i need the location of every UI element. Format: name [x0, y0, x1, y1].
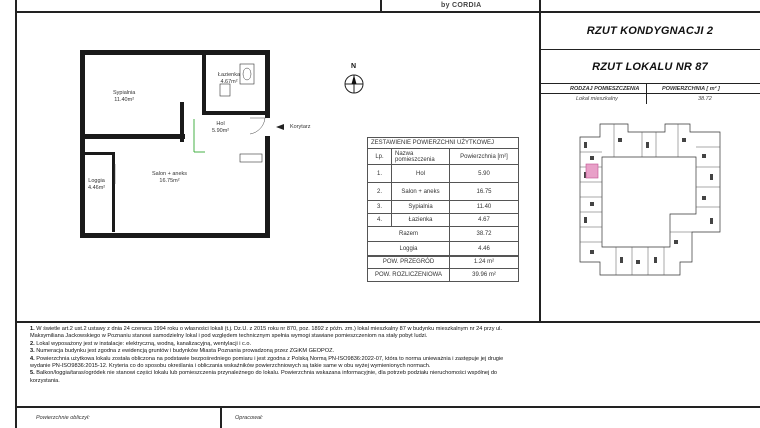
corridor-label: Korytarz — [290, 124, 311, 130]
calc-area-label: POW. ROZLICZENIOWA — [368, 269, 450, 282]
header-row — [540, 94, 760, 104]
header-title — [540, 12, 760, 50]
head-area: Powierzchnia [m²] — [450, 149, 519, 165]
frame-left — [15, 0, 17, 428]
room-label-living — [152, 171, 187, 184]
column-area: POWIERZCHNIA [ m² ] — [662, 86, 720, 92]
summary-row: 4. Łazienka 4.67 — [368, 214, 519, 227]
summary-title-row — [368, 138, 519, 149]
unit-plan-title: RZUT LOKALU NR 87 — [592, 60, 708, 73]
compass-icon — [342, 72, 366, 96]
brand-logo: by CORDIA — [441, 2, 482, 9]
unit-floor-plan — [70, 44, 300, 244]
loggia-label: Loggia — [368, 242, 450, 257]
summary-total-row — [368, 227, 519, 242]
room-area: 4.67m² — [220, 78, 238, 85]
frame-footer-divider — [220, 406, 222, 428]
note-item: 5. Balkon/loggia/taras/ogródek nie stanowi części lokalu lub pomieszczenia przynależnego do lokalu. Powierzchnia wskazana informacyjnie, dla potrzeb podziału nieruchomości wspólnej do korzystania. — [30, 370, 498, 384]
frame-divider-1 — [380, 0, 382, 12]
notes-block — [30, 326, 510, 385]
unit-area-value: 38.72 — [698, 96, 712, 102]
room-area: 5.90m² — [212, 127, 230, 134]
head-name: Nazwa pomieszczenia — [392, 149, 450, 165]
room-name: Salon + aneks — [152, 171, 188, 177]
room-area: 11.40m² — [114, 96, 135, 103]
room-label-hall — [212, 121, 229, 134]
footer-verified-by: Powierzchnie obliczył: — [36, 415, 90, 421]
room-name: Sypialnia — [113, 90, 136, 96]
compass-label: N — [351, 63, 357, 70]
header-subtitle — [540, 50, 760, 84]
total-value: 38.72 — [450, 227, 519, 242]
highlighted-unit — [586, 164, 598, 178]
summary-row: 1. Hol 5.90 — [368, 165, 519, 183]
building-key-plan — [570, 112, 750, 282]
loggia-value: 4.46 — [450, 242, 519, 257]
note-item: 4. Powierzchnia użytkowa lokalu została obliczona na podstawie bezpośredniego pomiaru i jest zgodna z Polską Normą PN-ISO9836:2022-07, która to norma unieważnia i zastępuje jej drugie wydanie PN-ISO9836:2015-12. Kryteria co do sposobu określania i obliczania wskaźników powierzchniowych są takie same w obu wyżej wymienionych normach. — [30, 355, 504, 370]
room-name: Loggia — [88, 178, 105, 184]
footer-prepared-by: Opracował: — [235, 415, 263, 421]
area-summary-table — [367, 137, 519, 257]
head-lp: Lp. — [368, 149, 392, 165]
room-area: 16.75m² — [159, 177, 180, 184]
room-name: Łazienka — [218, 72, 241, 78]
total-label: Razem — [368, 227, 450, 242]
calc-area-value: 39.96 m² — [450, 269, 519, 282]
room-area: 4.46m² — [88, 184, 106, 191]
note-item: 3. Numeracja budynku jest zgodna z ewidencją gruntów i budynków Miasta Poznania prowadzoną przez ZGiKM GEOPOZ. — [30, 348, 335, 355]
column-room-type: RODZAJ POMIESZCZENIA — [570, 86, 640, 92]
summary-row: 3. Sypialnia 11.40 — [368, 201, 519, 214]
summary-title: ZESTAWIENIE POWIERZCHNI UŻYTKOWEJ — [368, 138, 519, 149]
room-label-bedroom — [113, 90, 135, 103]
summary-row: 2. Salon + aneks 16.75 — [368, 183, 519, 201]
summary-head-row — [368, 149, 519, 165]
frame-footer-separator — [15, 406, 760, 408]
calc-area-table — [367, 268, 519, 282]
room-name: Hol — [216, 121, 225, 127]
room-label-loggia — [88, 178, 105, 191]
note-item: 1. W świetle art.2 ust.2 ustawy z dnia 24 czerwca 1994 roku o własności lokali (t.j. Dz.U. z 2015 roku nr 870, poz. 1892 z późn. zm.) lokal mieszkalny 87 w budynku mieszkalnym nr 24 przy ul. Maksymiliana Jackowskiego w Poznaniu stanowi samodzielny lokal i pod względem technicznym spełnia wymogi stawiane pomieszczeniom na stały pobyt ludzi. — [30, 326, 502, 340]
note-item: 2. Lokal wyposażony jest w instalacje: elektryczną, wodną, kanalizacyjną, wentylacji i c.o. — [30, 340, 252, 347]
unit-type-value: Lokal mieszkalny — [576, 96, 618, 102]
floor-plan-title: RZUT KONDYGNACJI 2 — [586, 24, 714, 37]
partition-label: POW. PRZEGRÓD — [368, 256, 450, 269]
header-column-labels — [540, 84, 760, 94]
frame-bottom-separator — [15, 321, 760, 323]
partition-table — [367, 255, 519, 269]
room-label-bathroom — [218, 72, 240, 85]
partition-value: 1.24 m² — [450, 256, 519, 269]
